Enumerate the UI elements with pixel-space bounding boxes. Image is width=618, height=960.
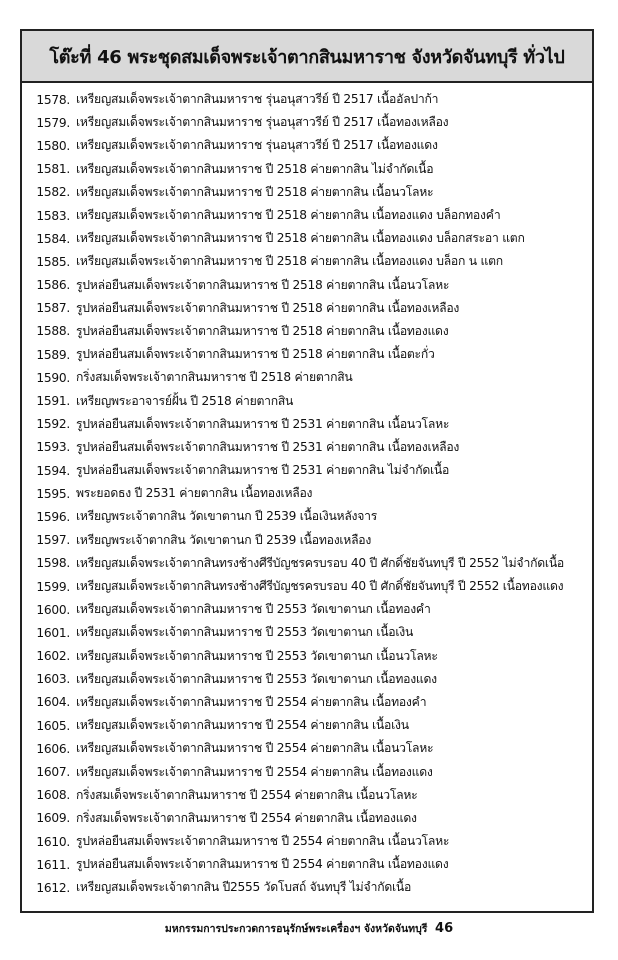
list-item [22,876,592,899]
item-text: รูปหล่อยืนสมเด็จพระเจ้าตากสินมหาราช ปี 2531 ค่ายตากสิน ไม่จำกัดเนื้อ [76,463,450,478]
list-item [22,645,592,668]
item-text: กริ่งสมเด็จพระเจ้าตากสินมหาราช ปี 2554 ค่ายตากสิน เนื้อทองแดง [76,810,417,825]
item-text: เหรียญสมเด็จพระเจ้าตากสินมหาราช รุ่นอนุสาวรีย์ ปี 2517 เนื้อทองเหลือง [76,115,449,130]
item-text: รูปหล่อยืนสมเด็จพระเจ้าตากสินมหาราช ปี 2554 ค่ายตากสิน เนื้อทองแดง [76,857,449,872]
item-number: 1599. [36,579,70,594]
list-item [22,366,592,389]
item-number: 1597. [36,533,70,548]
item-number: 1598. [36,556,70,571]
list-item [22,274,592,297]
item-text: พระยอดธง ปี 2531 ค่ายตากสิน เนื้อทองเหลือง [76,486,313,501]
item-text: เหรียญสมเด็จพระเจ้าตากสินทรงช้างศีรีบัญชรครบรอบ 40 ปี ศักดิ์ชัยจันทบุรี ปี 2552 ไม่จำกัดเนื้อ [76,555,564,570]
list-item [22,621,592,644]
item-text: เหรียญสมเด็จพระเจ้าตากสินมหาราช รุ่นอนุสาวรีย์ ปี 2517 เนื้อทองแดง [76,138,438,153]
list-item [22,737,592,760]
page-footer [0,920,618,937]
list-item [22,552,592,575]
item-text: กริ่งสมเด็จพระเจ้าตากสินมหาราช ปี 2554 ค่ายตากสิน เนื้อนวโลหะ [76,787,418,802]
item-number: 1583. [36,208,70,223]
list-item [22,853,592,876]
item-number: 1578. [36,92,70,107]
item-number: 1588. [36,324,70,339]
item-number: 1579. [36,115,70,130]
list-item [22,760,592,783]
item-text: รูปหล่อยืนสมเด็จพระเจ้าตากสินมหาราช ปี 2518 ค่ายตากสิน เนื้อทองแดง [76,323,449,338]
page-title: โต๊ะที่ 46 พระชุดสมเด็จพระเจ้าตากสินมหาราช จังหวัดจันทบุรี ทั่วไป [49,46,565,68]
item-number: 1604. [36,695,70,710]
table-frame [20,29,594,913]
list-item [22,575,592,598]
item-number: 1602. [36,649,70,664]
list-item [22,250,592,273]
list-item [22,668,592,691]
list-item [22,714,592,737]
list-item [22,807,592,830]
list-item [22,830,592,853]
item-number: 1600. [36,602,70,617]
list-item [22,598,592,621]
list-item [22,158,592,181]
item-number: 1580. [36,138,70,153]
item-number: 1590. [36,370,70,385]
item-number: 1607. [36,765,70,780]
list-item [22,784,592,807]
list-item [22,691,592,714]
item-number: 1587. [36,301,70,316]
item-text: เหรียญพระเจ้าตากสิน วัดเขาตานก ปี 2539 เนื้อเงินหลังจาร [76,509,378,524]
item-text: รูปหล่อยืนสมเด็จพระเจ้าตากสินมหาราช ปี 2518 ค่ายตากสิน เนื้อตะกั่ว [76,347,435,362]
list-item [22,134,592,157]
item-number: 1603. [36,672,70,687]
item-number: 1605. [36,718,70,733]
item-number: 1612. [36,880,70,895]
item-number: 1585. [36,254,70,269]
item-text: เหรียญสมเด็จพระเจ้าตากสินมหาราช ปี 2554 ค่ายตากสิน เนื้อทองแดง [76,764,433,779]
item-text: รูปหล่อยืนสมเด็จพระเจ้าตากสินมหาราช ปี 2554 ค่ายตากสิน เนื้อนวโลหะ [76,834,450,849]
item-number: 1586. [36,278,70,293]
item-number: 1595. [36,486,70,501]
item-text: เหรียญสมเด็จพระเจ้าตากสินมหาราช รุ่นอนุสาวรีย์ ปี 2517 เนื้ออัลปาก้า [76,92,439,107]
list-item [22,343,592,366]
item-text: เหรียญพระเจ้าตากสิน วัดเขาตานก ปี 2539 เนื้อทองเหลือง [76,532,372,547]
item-number: 1584. [36,231,70,246]
list-item [22,88,592,111]
item-text: เหรียญสมเด็จพระเจ้าตากสินมหาราช ปี 2553 วัดเขาตานก เนื้อนวโลหะ [76,648,438,663]
item-number: 1582. [36,185,70,200]
list-item [22,111,592,134]
item-number: 1596. [36,509,70,524]
item-text: เหรียญสมเด็จพระเจ้าตากสินมหาราช ปี 2554 ค่ายตากสิน เนื้อนวโลหะ [76,741,434,756]
item-list [22,88,592,900]
item-number: 1594. [36,463,70,478]
item-text: เหรียญสมเด็จพระเจ้าตากสินมหาราช ปี 2518 ค่ายตากสิน เนื้อทองแดง บล็อกทองคำ [76,208,501,223]
item-text: เหรียญสมเด็จพระเจ้าตากสินมหาราช ปี 2518 ค่ายตากสิน ไม่จำกัดเนื้อ [76,161,434,176]
item-text: เหรียญสมเด็จพระเจ้าตากสินมหาราช ปี 2554 ค่ายตากสิน เนื้อทองคำ [76,694,427,709]
list-item [22,459,592,482]
item-text: เหรียญสมเด็จพระเจ้าตากสินมหาราช ปี 2518 ค่ายตากสิน เนื้อนวโลหะ [76,184,434,199]
page-number: 46 [435,921,454,936]
footer-text: มหกรรมการประกวดการอนุรักษ์พระเครื่องฯ จังหวัดจันทบุรี [164,923,428,935]
item-number: 1611. [36,857,70,872]
list-item [22,204,592,227]
item-text: กริ่งสมเด็จพระเจ้าตากสินมหาราช ปี 2518 ค่ายตากสิน [76,370,353,385]
list-item [22,320,592,343]
item-text: เหรียญสมเด็จพระเจ้าตากสิน ปี2555 วัดโบสถ์ จันทบุรี ไม่จำกัดเนื้อ [76,880,412,895]
item-text: เหรียญสมเด็จพระเจ้าตากสินมหาราช ปี 2518 ค่ายตากสิน เนื้อทองแดง บล็อก น แตก [76,254,503,269]
item-number: 1601. [36,625,70,640]
item-number: 1610. [36,834,70,849]
table-header [22,31,592,83]
list-item [22,181,592,204]
item-number: 1609. [36,811,70,826]
item-number: 1592. [36,417,70,432]
item-number: 1593. [36,440,70,455]
item-text: เหรียญพระอาจารย์ฝั้น ปี 2518 ค่ายตากสิน [76,393,294,408]
item-text: รูปหล่อยืนสมเด็จพระเจ้าตากสินมหาราช ปี 2531 ค่ายตากสิน เนื้อทองเหลือง [76,439,460,454]
list-item [22,436,592,459]
item-number: 1608. [36,788,70,803]
item-text: เหรียญสมเด็จพระเจ้าตากสินมหาราช ปี 2554 ค่ายตากสิน เนื้อเงิน [76,718,409,733]
item-text: รูปหล่อยืนสมเด็จพระเจ้าตากสินมหาราช ปี 2518 ค่ายตากสิน เนื้อนวโลหะ [76,277,450,292]
item-text: รูปหล่อยืนสมเด็จพระเจ้าตากสินมหาราช ปี 2518 ค่ายตากสิน เนื้อทองเหลือง [76,300,460,315]
list-item [22,413,592,436]
item-text: เหรียญสมเด็จพระเจ้าตากสินทรงช้างศีรีบัญชรครบรอบ 40 ปี ศักดิ์ชัยจันทบุรี ปี 2552 เนื้อทองแดง [76,579,564,594]
item-text: เหรียญสมเด็จพระเจ้าตากสินมหาราช ปี 2553 วัดเขาตานก เนื้อทองคำ [76,602,431,617]
item-number: 1606. [36,741,70,756]
item-number: 1581. [36,162,70,177]
item-text: เหรียญสมเด็จพระเจ้าตากสินมหาราช ปี 2553 วัดเขาตานก เนื้อเงิน [76,625,414,640]
list-item [22,529,592,552]
item-text: รูปหล่อยืนสมเด็จพระเจ้าตากสินมหาราช ปี 2531 ค่ายตากสิน เนื้อนวโลหะ [76,416,450,431]
item-text: เหรียญสมเด็จพระเจ้าตากสินมหาราช ปี 2553 วัดเขาตานก เนื้อทองแดง [76,671,437,686]
list-item [22,505,592,528]
item-number: 1589. [36,347,70,362]
item-number: 1591. [36,394,70,409]
list-item [22,389,592,412]
list-item [22,227,592,250]
list-item [22,482,592,505]
item-text: เหรียญสมเด็จพระเจ้าตากสินมหาราช ปี 2518 ค่ายตากสิน เนื้อทองแดง บล็อกสระอา แตก [76,231,525,246]
list-item [22,297,592,320]
